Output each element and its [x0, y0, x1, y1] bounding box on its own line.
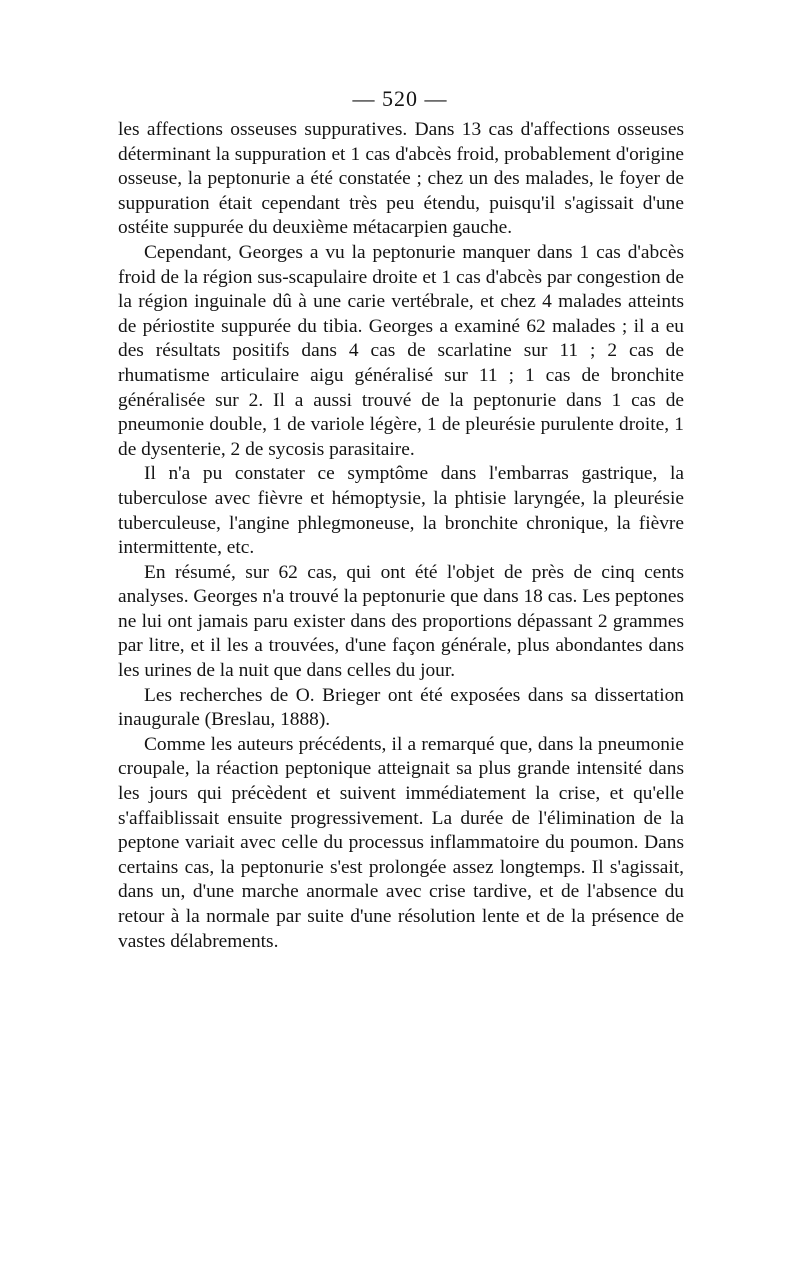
- body-text: [118, 118, 684, 954]
- paragraph-4: En résumé, sur 62 cas, qui ont été l'objet de près de cinq cents analyses. Georges n'a trouvé la peptonurie que dans 18 cas. Les peptones ne lui ont jamais paru exister dans des proportions dépassant 2 grammes par litre, et il les a trouvées, d'une façon générale, plus abondantes dans les urines de la nuit que dans celles du jour.: [118, 561, 684, 682]
- paragraph-3: Il n'a pu constater ce symptôme dans l'embarras gastrique, la tuberculose avec fièvre et hémoptysie, la phtisie laryngée, la pleurésie tuberculeuse, l'angine phlegmoneuse, la bronchite chronique, la fièvre intermittente, etc.: [118, 463, 684, 559]
- paragraph-5: Les recherches de O. Brieger ont été exposées dans sa dissertation inaugurale (Breslau, 1888).: [118, 684, 684, 731]
- page-number: — 520 —: [352, 86, 448, 111]
- paragraph-1: les affections osseuses suppuratives. Dans 13 cas d'affections osseuses déterminant la suppuration et 1 cas d'abcès froid, probablement d'origine osseuse, la peptonurie a été constatée ; chez un des malades, le foyer de suppuration était cependant très peu étendu, puisqu'il s'agissait d'une ostéite suppurée du deuxième métacarpien gauche.: [118, 119, 684, 239]
- paragraph-2: Cependant, Georges a vu la peptonurie manquer dans 1 cas d'abcès froid de la région sus-scapulaire droite et 1 cas d'abcès par congestion de la région inguinale dû à une carie vertébrale, et chez 4 malades atteints de périostite suppurée du tibia. Georges a examiné 62 malades ; il a eu des résultats positifs dans 4 cas de scarlatine sur 11 ; 2 cas de rhumatisme articulaire aigu généralisé sur 11 ; 1 cas de bronchite généralisée sur 2. Il a aussi trouvé de la peptonurie dans 1 cas de pneumonie double, 1 de variole légère, 1 de pleurésie purulente droite, 1 de dysenterie, 2 de sycosis parasitaire.: [118, 241, 684, 460]
- paragraph-6: Comme les auteurs précédents, il a remarqué que, dans la pneumonie croupale, la réaction peptonique atteignait sa plus grande intensité dans les jours qui précèdent et suivent immédiatement la crise, et qu'elle s'affaiblissait ensuite progressivement. La durée de l'élimination de la peptone variait avec celle du processus inflammatoire du poumon. Dans certains cas, la peptonurie s'est prolongée assez longtemps. Il s'agissait, dans un, d'une marche anormale avec crise tardive, et de l'absence du retour à la normale par suite d'une résolution lente et de la présence de vastes délabrements.: [118, 733, 684, 952]
